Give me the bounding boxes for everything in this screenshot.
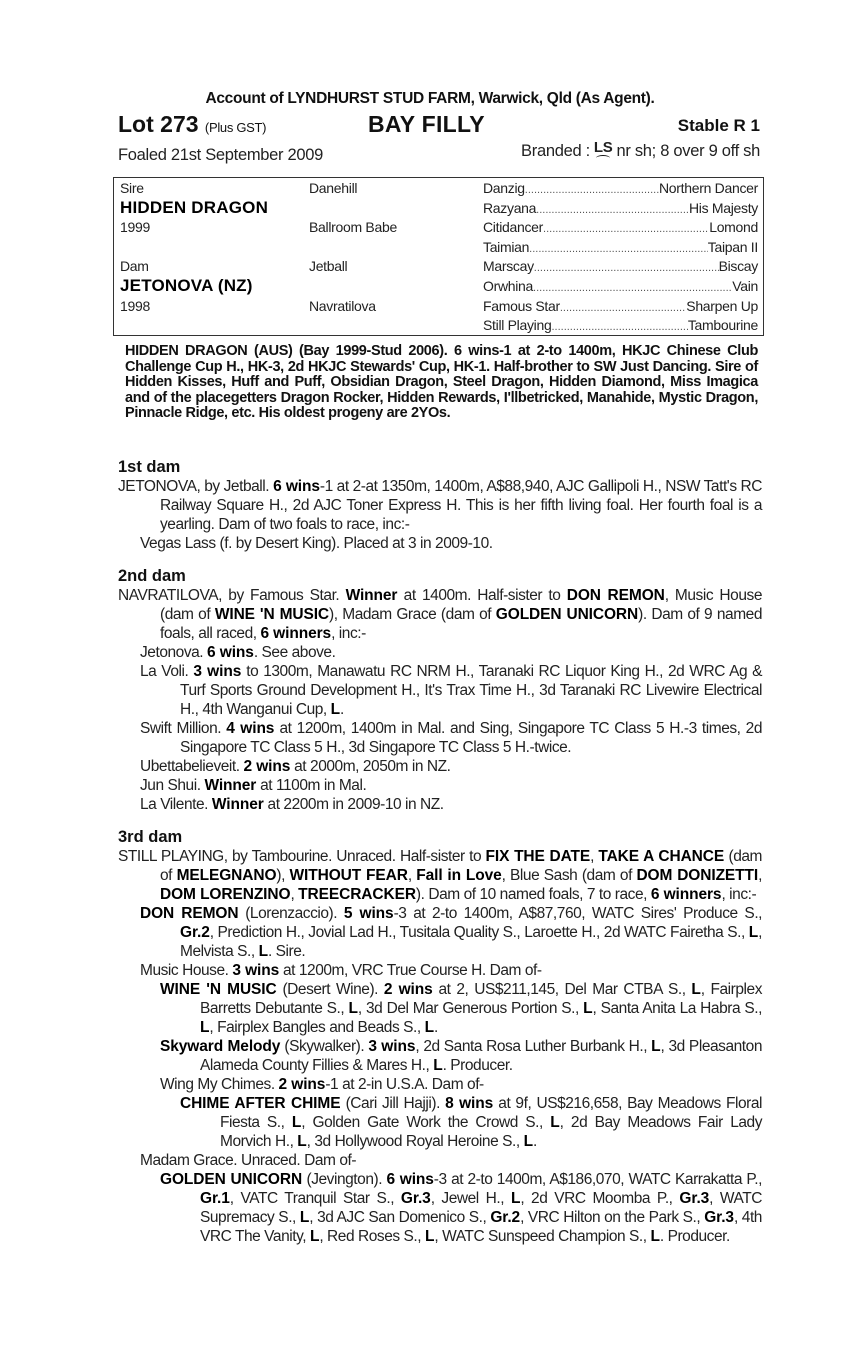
pedigree-row — [114, 178, 763, 198]
bold-text: L — [651, 1038, 661, 1055]
leader-dots — [533, 282, 732, 294]
pedigree-parent: 1999 — [120, 219, 150, 236]
dam-section — [118, 458, 762, 553]
bold-text: WINE 'N MUSIC — [160, 981, 277, 998]
foaled-date: Foaled 21st September 2009 — [118, 146, 324, 164]
stable-location: Stable R 1 — [677, 116, 760, 135]
bold-text: 2 wins — [243, 758, 291, 775]
leader-dots — [543, 223, 709, 235]
text: , Melvista S., — [180, 924, 762, 960]
produce-entry — [118, 1037, 762, 1075]
bold-text: 6 wins — [273, 478, 320, 495]
brand-mark-icon — [594, 140, 613, 161]
brand-mark-letters: LS — [593, 139, 613, 156]
pedigree-ancestor: Razyana — [483, 199, 537, 216]
dam-section — [118, 567, 762, 814]
produce-entry — [118, 1094, 762, 1151]
plus-gst-note: (Plus GST) — [204, 120, 267, 135]
text: (Desert Wine). — [276, 981, 384, 998]
bold-text: 3 wins — [193, 663, 242, 680]
bold-text: Winner — [204, 777, 257, 794]
bold-text: DON REMON — [566, 587, 665, 604]
bold-text: L — [748, 924, 759, 941]
bold-text: L — [523, 1133, 533, 1150]
text: , Prediction H., Jovial Lad H., Tusitala Quality S., Laroette H., 2d WATC Fairetha S., — [209, 924, 749, 941]
pedigree-parent: Sire — [120, 180, 144, 196]
leader-dots — [536, 204, 689, 216]
bold-text: GOLDEN UNICORN — [495, 606, 639, 623]
bold-text: Fall in Love — [416, 867, 502, 884]
text: (dam of — [160, 848, 762, 884]
pedigree-great-grandparent — [483, 200, 758, 216]
bold-text: 3 wins — [368, 1038, 416, 1055]
text: Music House. — [140, 962, 233, 979]
bold-text: WINE 'N MUSIC — [214, 606, 330, 623]
pedigree-great-grandparent — [483, 219, 758, 235]
pedigree-ancestor-sire: Biscay — [718, 258, 758, 275]
branded-detail: nr sh; 8 over 9 off sh — [616, 142, 760, 160]
pedigree-row — [114, 217, 763, 237]
text: . — [433, 1019, 438, 1036]
text: , Jewel H., — [430, 1190, 511, 1207]
sire-summary: HIDDEN DRAGON (AUS) (Bay 1999-Stud 2006). 6 wins-1 at 2-to 1400m, HKJC Chinese Club Challenge Cup H., HK-3, 2d HKJC Stewards' Cup, HK-1. Half-brother to SW Just Dancing. Sire of Hidden Kisses, Huff and Puff, Obsidian Dragon, Steel Dragon, Hidden Diamond, Miss Imagica and of the placegetters Dragon Rocker, Hidden Rewards, I'llbetricked, Manahide, Mystic Dragon, Pinnacle Ridge, etc. His oldest progeny are 2YOs. — [125, 343, 758, 421]
bold-text: L — [425, 1228, 435, 1245]
text: , 3d Hollywood Royal Heroine S., — [306, 1133, 524, 1150]
bold-text: L — [583, 1000, 593, 1017]
leader-dots — [534, 262, 719, 274]
text: -3 at 2-to 1400m, A$87,760, WATC Sires' Produce S., — [393, 905, 763, 922]
pedigree-ancestor: Still Playing — [483, 317, 552, 334]
text: at 2200m in 2009-10 in NZ. — [263, 796, 444, 813]
pedigree-grandparent: Navratilova — [309, 297, 376, 314]
section-heading: 3rd dam — [118, 828, 183, 846]
bold-text: Winner — [345, 587, 398, 604]
pedigree-ancestor: Famous Star — [483, 297, 560, 314]
bold-text: L — [330, 701, 341, 718]
bold-text: 5 wins — [343, 905, 394, 922]
text: (Cari Jill Hajji). — [340, 1095, 446, 1112]
text: (Skywalker). — [280, 1038, 369, 1055]
bold-text: L — [309, 1228, 320, 1245]
text: , WATC Supremacy S., — [200, 1190, 762, 1226]
text: . Producer. — [442, 1057, 513, 1074]
bold-text: Gr.3 — [679, 1190, 710, 1207]
bold-text: TREECRACKER — [298, 886, 416, 903]
produce-entry — [118, 1151, 762, 1170]
produce-entry — [118, 980, 762, 1037]
text: , Fairplex Bangles and Beads S., — [209, 1019, 425, 1036]
text: Jun Shui. — [140, 777, 205, 794]
bold-text: L — [348, 1000, 358, 1017]
bold-text: Gr.3 — [704, 1209, 734, 1226]
dam-lines — [118, 458, 762, 1260]
produce-entry — [118, 534, 762, 553]
text: , — [407, 867, 417, 884]
pedigree-row — [114, 296, 763, 316]
text: , Blue Sash (dam of — [501, 867, 637, 884]
text: , Music House (dam of — [160, 587, 762, 623]
text: , Golden Gate Work the Crowd S., — [301, 1114, 551, 1131]
text: , — [590, 848, 599, 865]
text: -3 at 2-to 1400m, A$186,070, WATC Karrakatta P., — [433, 1171, 763, 1188]
bold-text: 6 winners — [650, 886, 722, 903]
text: at 1100m in Mal. — [256, 777, 367, 794]
text: , 3d AJC San Domenico S., — [309, 1209, 491, 1226]
bold-text: L — [200, 1019, 210, 1036]
text: at 1400m. Half-sister to — [397, 587, 567, 604]
bold-text: DOM DONIZETTI — [636, 867, 759, 884]
pedigree-row — [114, 256, 763, 276]
produce-entry — [118, 643, 762, 662]
produce-entry — [118, 586, 762, 643]
text: , Santa Anita La Habra S., — [592, 1000, 762, 1017]
bold-text: L — [424, 1019, 434, 1036]
text: at 1200m, 1400m in Mal. and Sing, Singapore TC Class 5 H.-3 times, 2d Singapore TC Class 5 H., 3d Singapore TC Class 5 H.-twice. — [180, 720, 763, 756]
pedigree-row — [114, 237, 763, 257]
bold-text: 2 wins — [278, 1076, 326, 1093]
bold-text: FIX THE DATE — [485, 848, 591, 865]
pedigree-ancestor-sire: Sharpen Up — [686, 297, 758, 314]
text: , 3d Pleasanton Alameda County Fillies & Mares H., — [200, 1038, 762, 1074]
bold-text: L — [258, 943, 268, 960]
text: Ubettabelieveit. — [140, 758, 244, 775]
produce-entry — [118, 757, 762, 776]
text: Madam Grace. Unraced. Dam of- — [140, 1152, 357, 1169]
bold-text: DOM LORENZINO — [160, 886, 291, 903]
bold-text: 3 wins — [232, 962, 280, 979]
bold-text: L — [299, 1209, 310, 1226]
bold-text: L — [433, 1057, 443, 1074]
text: ), — [276, 867, 290, 884]
text: , 2d Santa Rosa Luther Burbank H., — [415, 1038, 652, 1055]
bold-text: L — [691, 981, 701, 998]
bold-text: Gr.3 — [400, 1190, 431, 1207]
text: Wing My Chimes. — [160, 1076, 279, 1093]
leader-dots — [551, 321, 687, 333]
text: Jetonova. — [140, 644, 208, 661]
text: . Sire. — [267, 943, 306, 960]
bold-text: 6 wins — [386, 1171, 434, 1188]
lot-label: Lot 273 — [118, 111, 199, 137]
pedigree-parent: 1998 — [120, 297, 150, 314]
bold-text: 6 wins — [207, 644, 254, 661]
bold-text: 8 wins — [445, 1095, 494, 1112]
text: , 2d Bay Meadows Fair Lady Morvich H., — [220, 1114, 763, 1150]
lot-header — [118, 111, 760, 139]
text: La Vilente. — [140, 796, 212, 813]
text: , Red Roses S., — [319, 1228, 425, 1245]
text: ), Madam Grace (dam of — [329, 606, 496, 623]
text: -1 at 2-at 1350m, 1400m, A$88,940, AJC Gallipoli H., NSW Tatt's RC Railway Square H., 2d AJC Toner Express H. This is her fifth living foal. Her fourth foal is a yearling. Dam of two foals to race, inc:- — [160, 478, 763, 533]
text: , 4th VRC The Vanity, — [200, 1209, 762, 1245]
pedigree-great-grandparent — [483, 258, 758, 274]
vendor-account-line: Account of LYNDHURST STUD FARM, Warwick, Qld (As Agent). — [205, 90, 655, 107]
section-heading: 1st dam — [118, 458, 181, 476]
pedigree-ancestor-sire: Vain — [732, 278, 758, 294]
branded-label: Branded : — [521, 142, 590, 160]
bold-text: L — [550, 1114, 560, 1131]
pedigree-ancestor: Orwhina — [483, 278, 534, 294]
produce-entry — [118, 961, 762, 980]
text: to 1300m, Manawatu RC NRM H., Taranaki RC Liquor King H., 2d WRC Ag & Turf Sports Ground Development H., It's Trax Time H., 3d Taranaki RC Livewire Electrical H., 4th Wanganui Cup, — [180, 663, 763, 718]
dam-section — [118, 828, 762, 1246]
pedigree-row — [114, 276, 763, 296]
produce-entry — [118, 1170, 762, 1246]
bold-text: L — [297, 1133, 307, 1150]
text: at 1200m, VRC True Course H. Dam of- — [279, 962, 542, 979]
pedigree-parent: JETONOVA (NZ) — [120, 276, 253, 295]
bold-text: DON REMON — [140, 905, 239, 922]
produce-entry — [118, 477, 762, 534]
pedigree-parent: Dam — [120, 258, 149, 275]
text: Vegas Lass (f. by Desert King). Placed at 3 in 2009-10. — [140, 535, 493, 552]
text: at 2000m, 2050m in NZ. — [290, 758, 451, 775]
text: , — [290, 886, 299, 903]
branding-info — [521, 140, 760, 161]
produce-entry — [118, 662, 762, 719]
bold-text: L — [650, 1228, 660, 1245]
pedigree-ancestor-sire: Taipan II — [707, 238, 758, 255]
bold-text: WITHOUT FEAR — [289, 867, 408, 884]
text: (Lorenzaccio). — [238, 905, 344, 922]
text: . — [532, 1133, 537, 1150]
produce-entry — [118, 795, 762, 814]
pedigree-grandparent: Danehill — [309, 180, 358, 196]
text: ). Dam of 10 named foals, 7 to race, — [415, 886, 651, 903]
text: , 3d Del Mar Generous Portion S., — [357, 1000, 584, 1017]
bold-text: Gr.2 — [490, 1209, 521, 1226]
text: at 9f, US$216,658, Bay Meadows Floral Fiesta S., — [220, 1095, 762, 1131]
bold-text: Skyward Melody — [160, 1038, 281, 1055]
pedigree-ancestor: Danzig — [483, 180, 525, 196]
bold-text: Gr.1 — [200, 1190, 230, 1207]
text: , WATC Sunspeed Champion S., — [434, 1228, 651, 1245]
text: ). Dam of 9 named foals, all raced, — [160, 606, 762, 642]
bold-text: L — [291, 1114, 302, 1131]
pedigree-parent: HIDDEN DRAGON — [120, 197, 269, 217]
bold-text: 4 wins — [226, 720, 275, 737]
pedigree-grandparent: Ballroom Babe — [309, 219, 397, 236]
produce-entry — [118, 847, 762, 904]
text: , VATC Tranquil Star S., — [229, 1190, 401, 1207]
leader-dots — [525, 184, 659, 196]
leader-dots — [560, 302, 686, 314]
text: , VRC Hilton on the Park S., — [520, 1209, 705, 1226]
pedigree-ancestor-sire: Tambourine — [687, 317, 758, 334]
produce-entry — [118, 776, 762, 795]
pedigree-ancestor-sire: His Majesty — [688, 199, 758, 216]
text: , 2d VRC Moomba P., — [520, 1190, 680, 1207]
pedigree-great-grandparent — [483, 278, 758, 294]
leader-dots — [529, 243, 708, 255]
text: , Fairplex Barretts Debutante S., — [200, 981, 763, 1017]
horse-description: BAY FILLY — [368, 111, 485, 137]
text: STILL PLAYING, by Tambourine. Unraced. Half-sister to — [118, 848, 486, 865]
text: at 2, US$211,145, Del Mar CTBA S., — [432, 981, 692, 998]
pedigree-row — [114, 198, 763, 218]
text: JETONOVA, by Jetball. — [118, 478, 274, 495]
bold-text: GOLDEN UNICORN — [160, 1171, 303, 1188]
text: Swift Million. — [140, 720, 227, 737]
produce-entry — [118, 904, 762, 961]
text: . See above. — [253, 644, 336, 661]
pedigree-grandparent: Jetball — [309, 258, 348, 275]
pedigree-great-grandparent — [483, 317, 758, 333]
text: -1 at 2-in U.S.A. Dam of- — [325, 1076, 484, 1093]
lot-number — [118, 111, 266, 138]
produce-entry — [118, 1075, 762, 1094]
bold-text: MELEGNANO — [176, 867, 277, 884]
text: (Jevington). — [302, 1171, 387, 1188]
text: , inc:- — [721, 886, 757, 903]
text: , — [758, 867, 762, 884]
pedigree-great-grandparent — [483, 180, 758, 196]
section-heading: 2nd dam — [118, 567, 186, 585]
text: . — [340, 701, 344, 718]
pedigree-ancestor: Citidancer — [483, 219, 544, 236]
pedigree-ancestor-sire: Lomond — [709, 219, 758, 236]
text: NAVRATILOVA, by Famous Star. — [118, 587, 346, 604]
text: . Producer. — [659, 1228, 730, 1245]
bold-text: L — [510, 1190, 521, 1207]
pedigree-ancestor: Marscay — [483, 258, 534, 275]
pedigree-row — [114, 315, 763, 335]
pedigree-great-grandparent — [483, 239, 758, 255]
text: La Voli. — [140, 663, 194, 680]
produce-entry — [118, 719, 762, 757]
pedigree-table — [113, 177, 764, 336]
bold-text: 6 winners — [260, 625, 332, 642]
bold-text: Gr.2 — [180, 924, 210, 941]
pedigree-great-grandparent — [483, 298, 758, 314]
text: , inc:- — [331, 625, 366, 642]
pedigree-ancestor: Taimian — [483, 238, 530, 255]
bold-text: CHIME AFTER CHIME — [180, 1095, 341, 1112]
bold-text: TAKE A CHANCE — [598, 848, 725, 865]
bold-text: 2 wins — [383, 981, 433, 998]
bold-text: Winner — [211, 796, 264, 813]
pedigree-ancestor-sire: Northern Dancer — [659, 180, 758, 196]
